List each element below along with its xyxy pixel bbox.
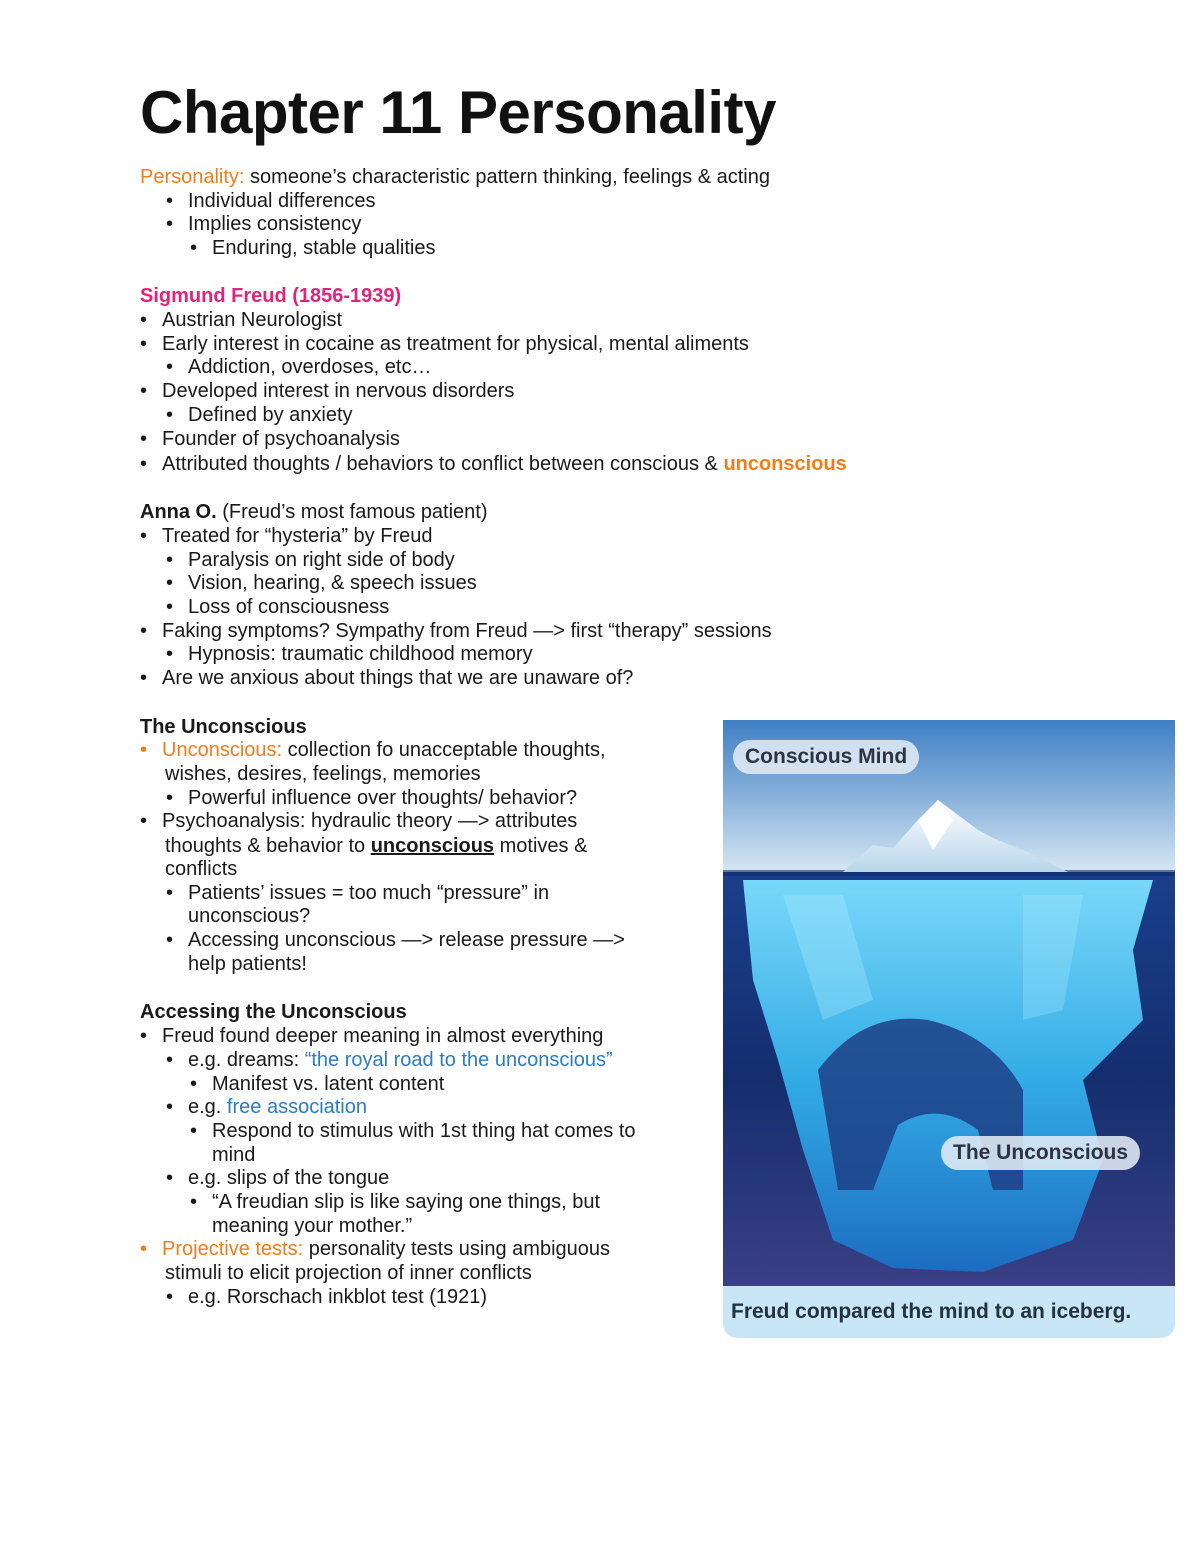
list-item: •Patients’ issues = too much “pressure” in <box>166 881 549 905</box>
list-item: •Founder of psychoanalysis <box>140 427 400 451</box>
iceberg-figure <box>723 720 1175 1338</box>
unconscious-heading: The Unconscious <box>140 716 307 738</box>
personality-term: Personality: <box>140 166 245 188</box>
list-item: •Developed interest in nervous disorders <box>140 379 514 403</box>
list-item: •e.g. free association <box>166 1095 367 1119</box>
personality-definition: Personality: someone’s characteristic pattern thinking, feelings & acting <box>140 166 770 188</box>
list-item: •Early interest in cocaine as treatment for physical, mental aliments <box>140 332 749 356</box>
list-item: •Addiction, overdoses, etc… <box>166 355 431 379</box>
list-item: •“A freudian slip is like saying one things, but <box>190 1190 600 1214</box>
list-item: •Enduring, stable qualities <box>190 236 435 260</box>
list-item: •Treated for “hysteria” by Freud <box>140 524 432 548</box>
list-item: •Faking symptoms? Sympathy from Freud —> first “therapy” sessions <box>140 619 772 643</box>
list-item: •Powerful influence over thoughts/ behavior? <box>166 786 577 810</box>
list-item-cont: unconscious? <box>188 905 311 927</box>
list-item: •Unconscious: collection fo unacceptable thoughts, <box>140 738 606 762</box>
list-item-cont: help patients! <box>188 953 307 975</box>
list-item: •Attributed thoughts / behaviors to conflict between conscious & unconscious <box>140 452 847 476</box>
page-title: Chapter 11 Personality <box>140 79 776 146</box>
list-item: •Freud found deeper meaning in almost everything <box>140 1024 603 1048</box>
list-item: •Accessing unconscious —> release pressure —> <box>166 928 625 952</box>
figure-caption: Freud compared the mind to an iceberg. <box>731 1300 1132 1323</box>
list-item: •e.g. dreams: “the royal road to the unconscious” <box>166 1048 613 1072</box>
list-item: •Individual differences <box>166 189 376 213</box>
list-item: •e.g. Rorschach inkblot test (1921) <box>166 1285 487 1309</box>
list-item: •Projective tests: personality tests using ambiguous <box>140 1237 610 1261</box>
freud-heading: Sigmund Freud (1856-1939) <box>140 285 402 307</box>
unconscious-label: The Unconscious <box>941 1136 1140 1170</box>
list-item: •Vision, hearing, & speech issues <box>166 571 477 595</box>
list-item-cont: wishes, desires, feelings, memories <box>165 763 481 785</box>
list-item: •Defined by anxiety <box>166 403 353 427</box>
list-item: •Austrian Neurologist <box>140 308 342 332</box>
anna-heading: Anna O. (Freud’s most famous patient) <box>140 501 488 523</box>
list-item: •Paralysis on right side of body <box>166 548 455 572</box>
list-item-cont: conflicts <box>165 858 238 880</box>
list-item: •Implies consistency <box>166 212 361 236</box>
conscious-mind-label: Conscious Mind <box>733 740 919 774</box>
list-item: •Psychoanalysis: hydraulic theory —> attributes <box>140 809 577 833</box>
list-item-cont: mind <box>212 1144 256 1166</box>
iceberg-illustration <box>723 720 1175 1286</box>
list-item-cont: thoughts & behavior to unconscious motives & <box>165 835 588 857</box>
list-item: •Manifest vs. latent content <box>190 1072 444 1096</box>
list-item: •e.g. slips of the tongue <box>166 1166 389 1190</box>
list-item: •Respond to stimulus with 1st thing hat comes to <box>190 1119 636 1143</box>
list-item-cont: stimuli to elicit projection of inner conflicts <box>165 1262 532 1284</box>
accessing-heading: Accessing the Unconscious <box>140 1001 407 1023</box>
list-item-cont: meaning your mother.” <box>212 1215 413 1237</box>
list-item: •Are we anxious about things that we are unaware of? <box>140 666 633 690</box>
list-item: •Hypnosis: traumatic childhood memory <box>166 642 533 666</box>
list-item: •Loss of consciousness <box>166 595 389 619</box>
